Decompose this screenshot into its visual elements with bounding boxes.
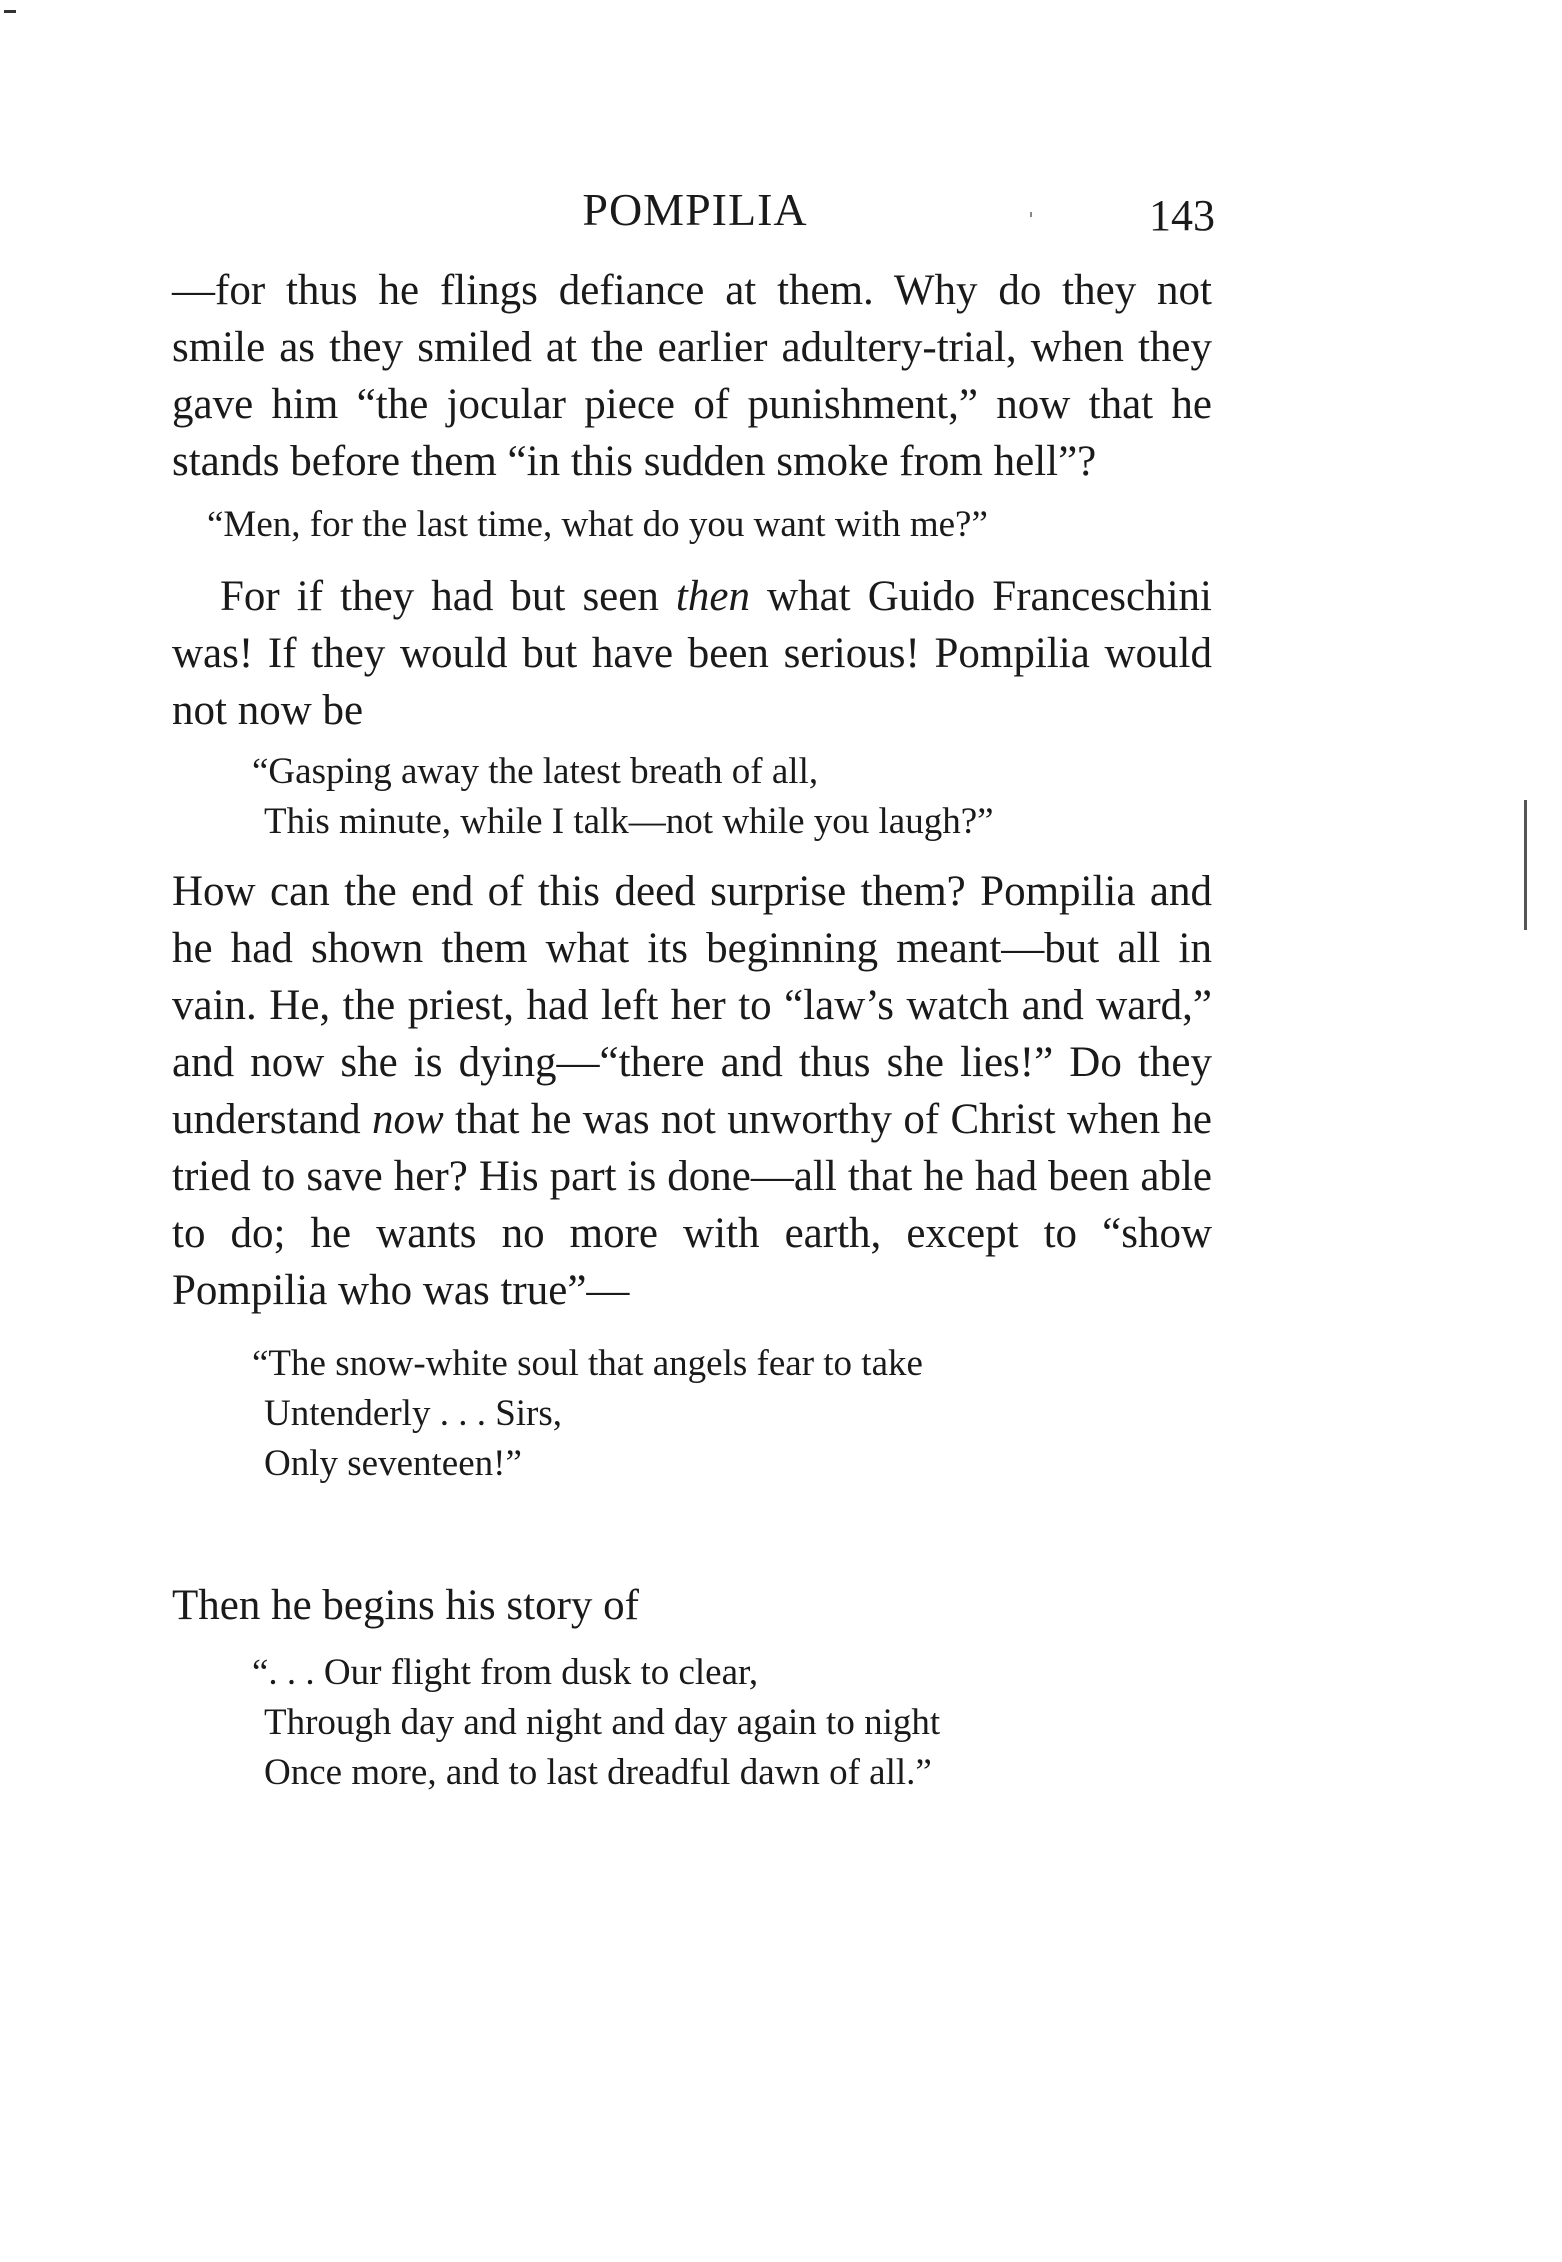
verse-block-1 <box>252 747 1212 847</box>
paragraph-3-end: that he was not unworthy of Christ when he tried to save her? His part is done—all that he had been able to do; he wants no more with earth, except to “show Pompilia who was true”— <box>172 1096 1213 1314</box>
verse-2-line-3: Only seventeen!” <box>264 1443 522 1484</box>
section-spacer <box>172 1505 1212 1577</box>
verse-2-line-1: “The snow-white soul that angels fear to take <box>252 1343 923 1384</box>
page-number: 143 <box>1149 191 1215 240</box>
scan-speck <box>4 10 16 13</box>
quote-line-1: “Men, for the last time, what do you want with me?” <box>207 504 988 545</box>
verse-2-line-2: Untenderly . . . Sirs, <box>264 1393 563 1434</box>
emphasis-now: now <box>372 1096 444 1143</box>
verse-1-line-2: This minute, while I talk—not while you laugh?” <box>264 801 994 842</box>
verse-1-line-1: “Gasping away the latest breath of all, <box>252 751 819 792</box>
paragraph-3 <box>172 863 1212 1319</box>
paragraph-4: Then he begins his story of <box>172 1582 639 1629</box>
paragraph-3-start: How can the end of this deed surprise them? Pompilia and he had shown them what its beginning meant—but all in vain. He, the priest, had left her to “law’s watch and ward,” and now she is dying—“there and thus she lies!” Do they understand <box>172 868 1212 1143</box>
verse-3-line-2: Through day and night and day again to night <box>264 1702 941 1743</box>
running-head <box>175 180 1215 240</box>
scan-speck <box>1524 800 1527 930</box>
body-text <box>172 262 1212 1814</box>
verse-block-2 <box>252 1339 1212 1489</box>
verse-3-line-3: Once more, and to last dreadful dawn of all.” <box>264 1752 932 1793</box>
verse-3-line-1: “. . . Our flight from dusk to clear, <box>252 1652 759 1693</box>
verse-block-3 <box>252 1648 1212 1798</box>
paragraph-1: —for thus he flings defiance at them. Why do they not smile as they smiled at the earlier adultery-trial, when they gave him “the jocular piece of punishment,” now that he stands before them “in this sudden smoke from hell”? <box>172 267 1212 485</box>
paragraph-2-start: For if they had but seen <box>220 573 676 620</box>
paragraph-2-end: what Guido Franceschini was! If they would but have been serious! Pompilia would not now be <box>172 573 1212 734</box>
paragraph-2 <box>172 568 1212 739</box>
emphasis-then: then <box>675 573 750 620</box>
running-title: POMPILIA <box>582 184 808 235</box>
scan-speck <box>1030 212 1032 217</box>
